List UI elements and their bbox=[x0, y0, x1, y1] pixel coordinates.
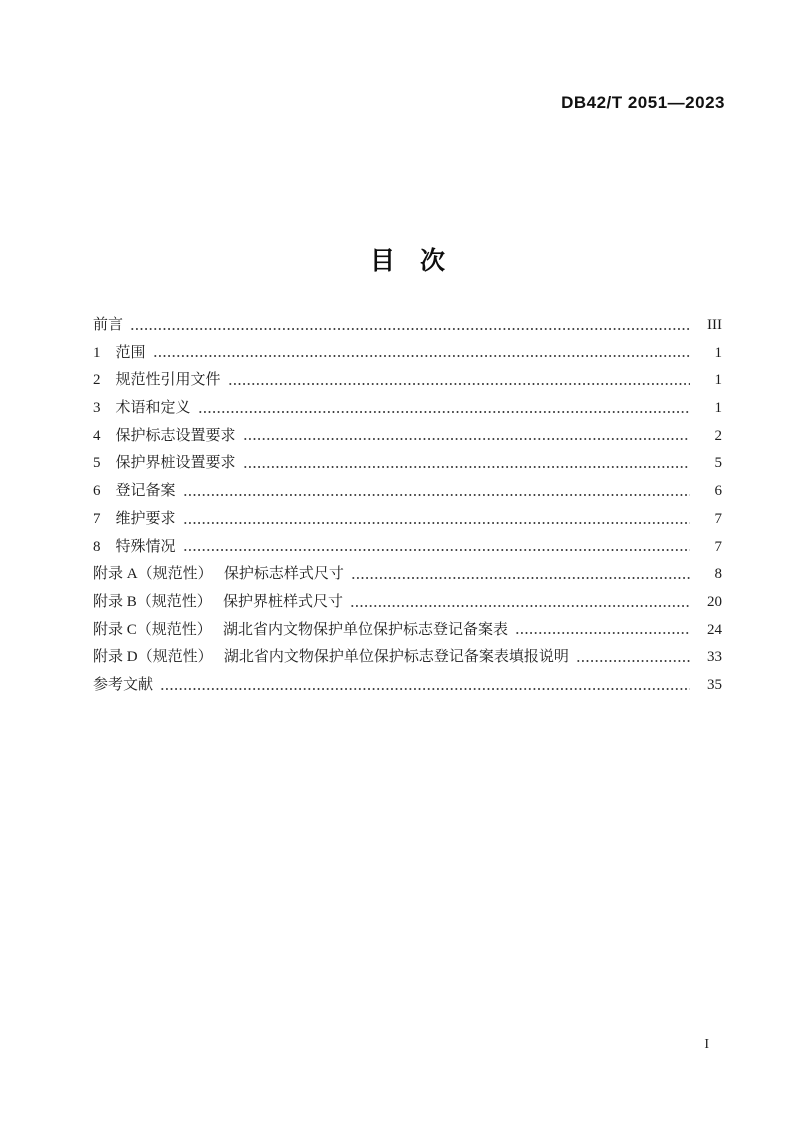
toc-entry-page: 2 bbox=[714, 427, 722, 444]
toc-entry-label: 附录 A（规范性） 保护标志样式尺寸 bbox=[93, 566, 344, 583]
toc-entry-page: III bbox=[707, 317, 722, 333]
toc-entry-label: 2 规范性引用文件 bbox=[93, 372, 221, 389]
toc-leader-dots bbox=[515, 617, 690, 645]
toc-leader-dots bbox=[130, 312, 690, 340]
page-title: 目 次 bbox=[369, 246, 445, 275]
toc-leader-dots bbox=[350, 589, 690, 617]
table-of-contents bbox=[93, 312, 722, 700]
toc-entry bbox=[93, 617, 722, 645]
toc-entry-label: 参考文献 bbox=[93, 676, 154, 693]
toc-leader-dots bbox=[228, 367, 690, 395]
toc-entry bbox=[93, 450, 722, 478]
toc-entry bbox=[93, 312, 722, 340]
toc-entry-page: 24 bbox=[707, 621, 722, 638]
toc-entry bbox=[93, 506, 722, 534]
footer-page-number: I bbox=[704, 1037, 709, 1052]
toc-entry-label: 附录 C（规范性） 湖北省内文物保护单位保护标志登记备案表 bbox=[93, 621, 509, 638]
toc-entry bbox=[93, 589, 722, 617]
toc-entry bbox=[93, 367, 722, 395]
toc-entry-label: 4 保护标志设置要求 bbox=[93, 427, 236, 444]
toc-entry-label: 3 术语和定义 bbox=[93, 400, 191, 417]
toc-entry-page: 1 bbox=[714, 400, 722, 417]
toc-leader-dots bbox=[576, 644, 690, 672]
toc-entry-label: 8 特殊情况 bbox=[93, 538, 176, 555]
toc-leader-dots bbox=[183, 534, 690, 562]
toc-leader-dots bbox=[153, 340, 690, 368]
toc-entry-page: 7 bbox=[714, 510, 722, 527]
toc-entry-label: 附录 D（规范性） 湖北省内文物保护单位保护标志登记备案表填报说明 bbox=[93, 649, 569, 666]
toc-leader-dots bbox=[243, 423, 690, 451]
toc-entry-page: 1 bbox=[714, 372, 722, 389]
toc-entry-page: 7 bbox=[714, 538, 722, 555]
toc-leader-dots bbox=[198, 395, 690, 423]
toc-entry bbox=[93, 395, 722, 423]
toc-leader-dots bbox=[351, 561, 690, 589]
toc-entry-page: 5 bbox=[714, 455, 722, 472]
toc-leader-dots bbox=[160, 672, 690, 700]
toc-entry-page: 6 bbox=[714, 483, 722, 500]
toc-leader-dots bbox=[243, 450, 690, 478]
toc-entry-page: 8 bbox=[714, 566, 722, 583]
toc-entry-page: 20 bbox=[707, 593, 722, 610]
toc-leader-dots bbox=[183, 478, 690, 506]
toc-entry bbox=[93, 644, 722, 672]
toc-entry-label: 6 登记备案 bbox=[93, 483, 176, 500]
toc-entry-label: 附录 B（规范性） 保护界桩样式尺寸 bbox=[93, 593, 344, 610]
toc-entry bbox=[93, 340, 722, 368]
toc-entry-label: 1 范围 bbox=[93, 344, 146, 361]
toc-entry-page: 33 bbox=[707, 649, 722, 666]
toc-leader-dots bbox=[183, 506, 690, 534]
toc-entry bbox=[93, 534, 722, 562]
toc-entry-page: 1 bbox=[714, 344, 722, 361]
doc-number: DB42/T 2051—2023 bbox=[561, 93, 725, 112]
toc-entry-label: 7 维护要求 bbox=[93, 510, 176, 527]
toc-entry-page: 35 bbox=[707, 676, 722, 693]
toc-entry bbox=[93, 478, 722, 506]
toc-entry bbox=[93, 672, 722, 700]
toc-entry-label: 5 保护界桩设置要求 bbox=[93, 455, 236, 472]
toc-entry-label: 前言 bbox=[93, 317, 124, 333]
toc-entry bbox=[93, 423, 722, 451]
toc-entry bbox=[93, 561, 722, 589]
